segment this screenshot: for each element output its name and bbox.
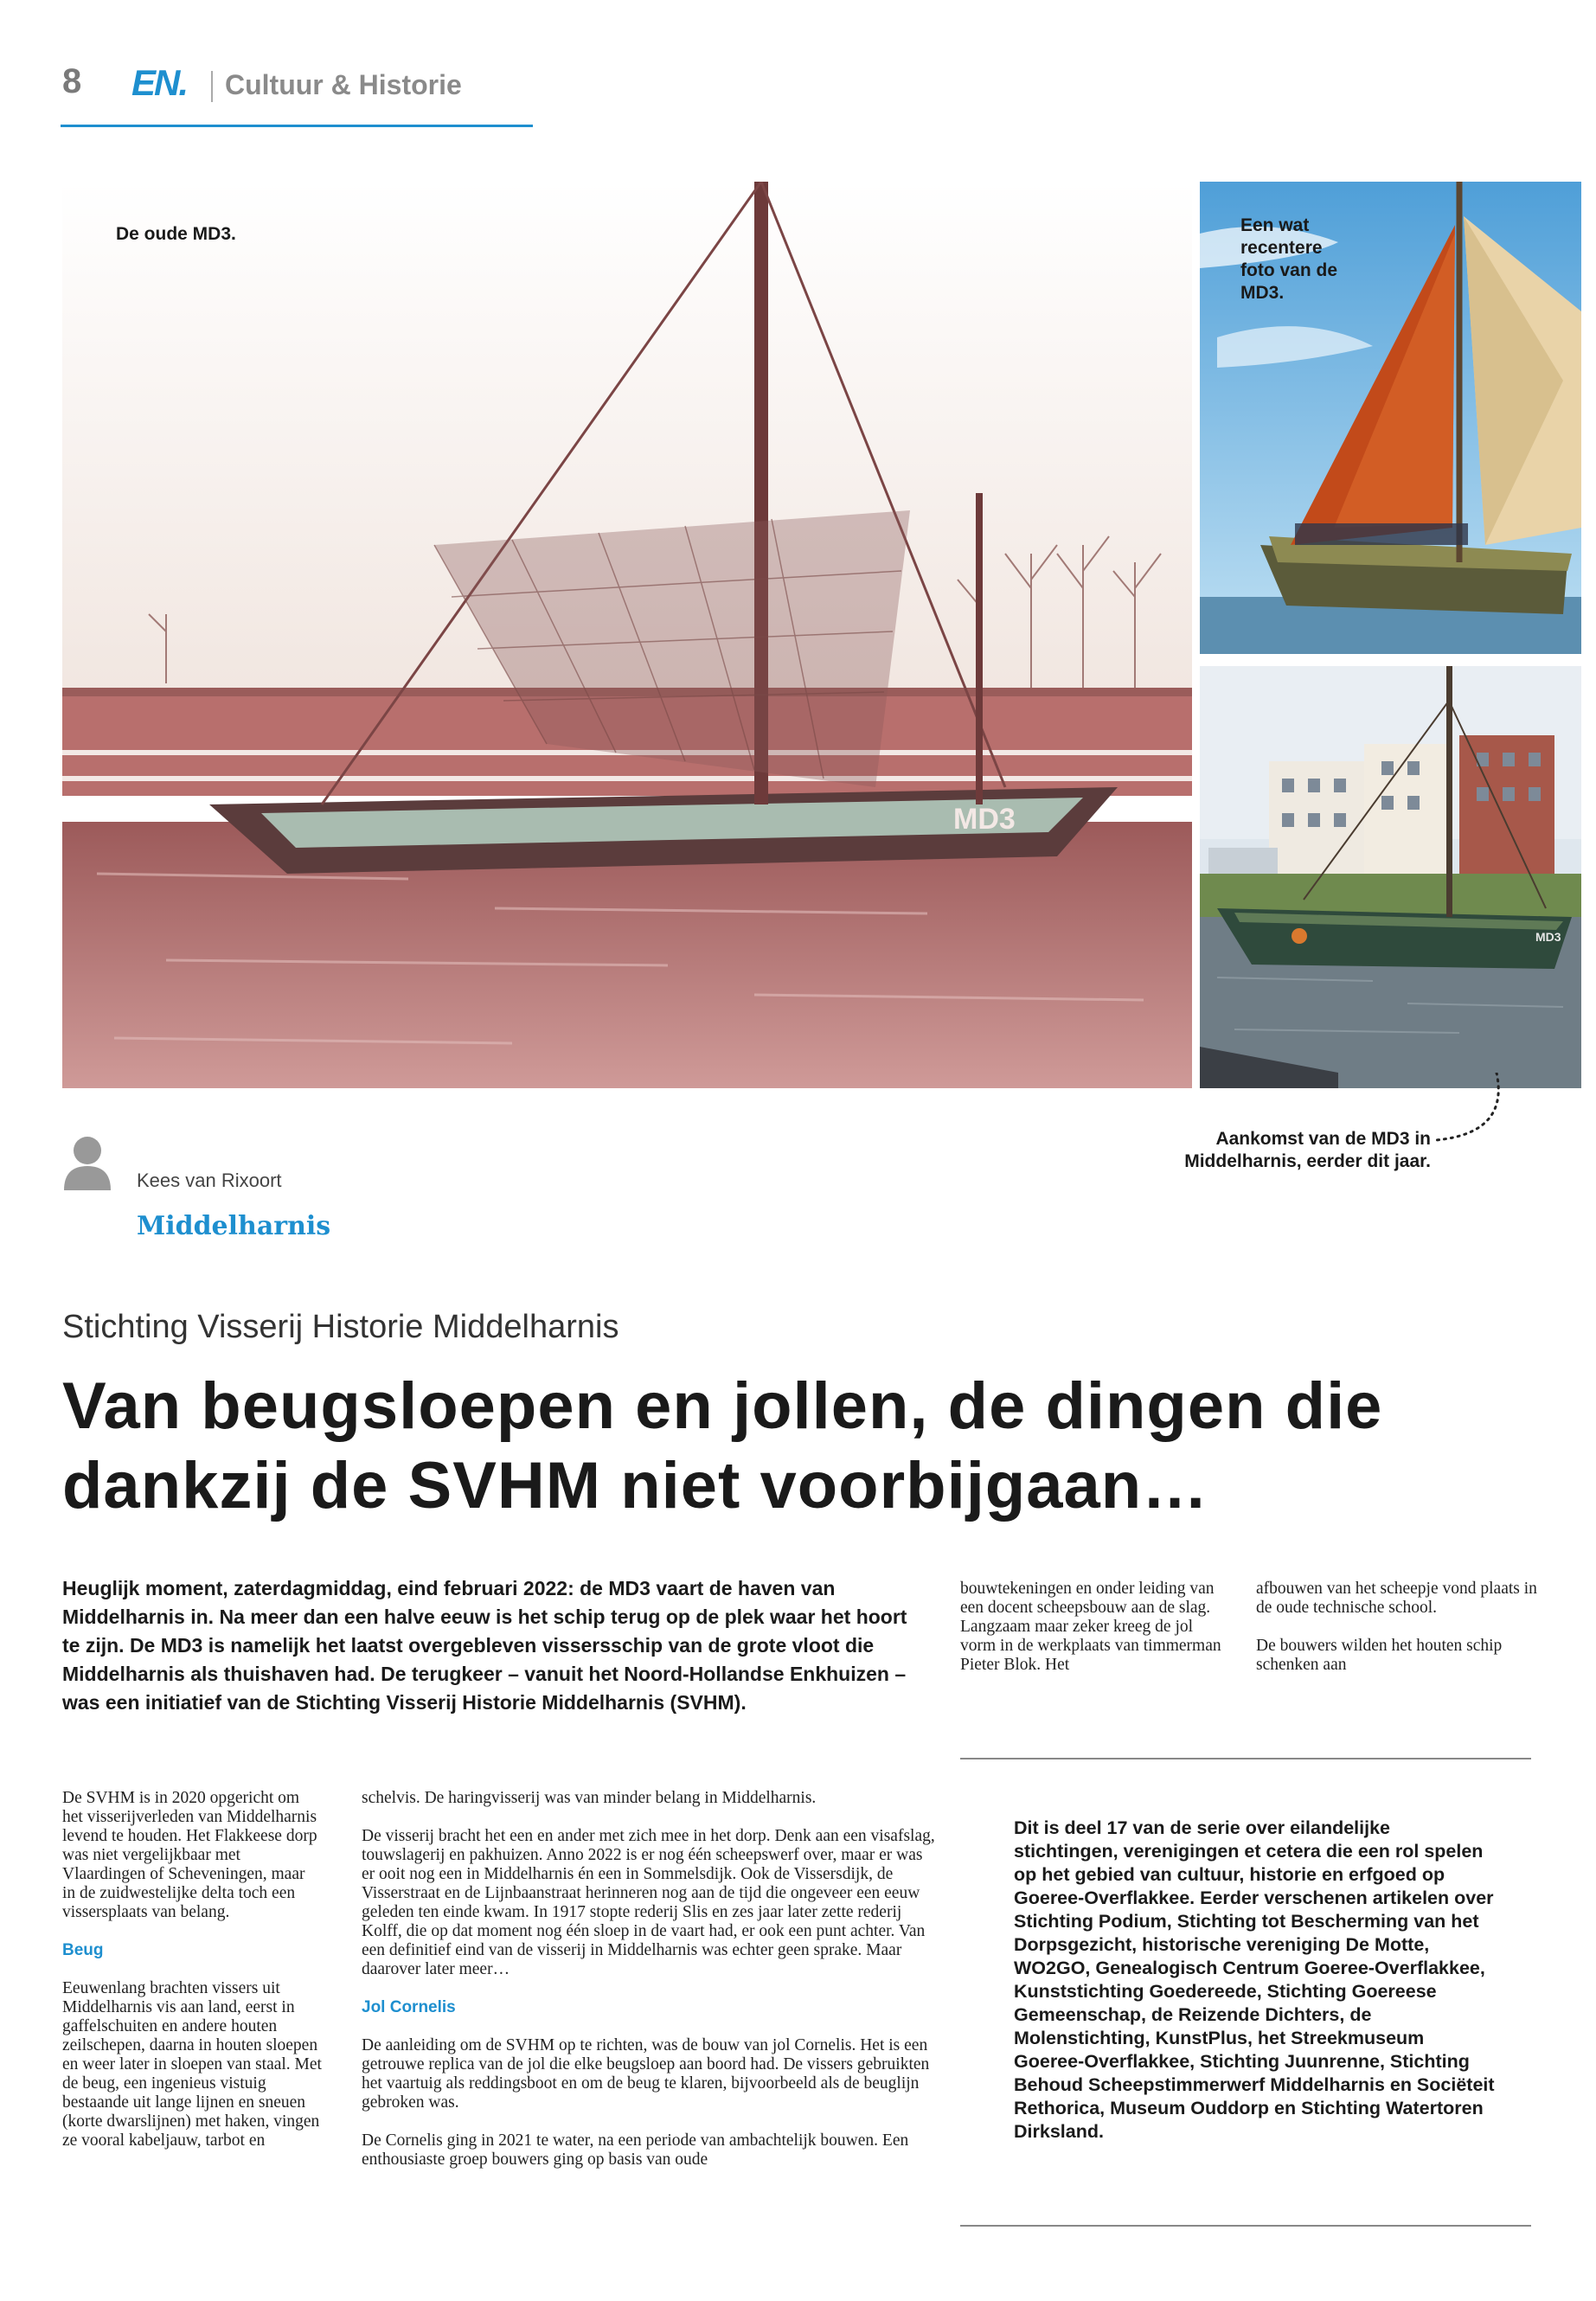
- article-kicker: Stichting Visserij Historie Middelharnis: [62, 1309, 619, 1345]
- box-bottom-rule: [960, 2225, 1531, 2227]
- publication-logo: EN.: [131, 62, 188, 103]
- body-paragraph: schelvis. De haringvisserij was van minder belang in Middelharnis.: [362, 1789, 817, 1807]
- article-lead: Heuglijk moment, zaterdagmiddag, eind februari 2022: de MD3 vaart de haven van Middelharnis in. Na meer dan een halve eeuw is het schip terug op de plek waar het hoort te zijn. De MD3 is namelijk het laatst overgebleven vissersschip van de grote vloot die Middelharnis als thuishaven had. De terugkeer – vanuit het Noord-Hollandse Enkhuizen – was een initiatief van de Stichting Visserij Historie Middelharnis (SVHM).: [62, 1577, 907, 1714]
- page-number: 8: [62, 62, 82, 100]
- body-paragraph: De SVHM is in 2020 opgericht om het visserijverleden van Middelharnis levend te houden. Het Flakkeese dorp was niet vergelijkbaar met Vlaardingen of Scheveningen, maar in de zuidwestelijke delta toch een vissersplaats van belang.: [62, 1789, 317, 1921]
- right-col2-paragraph-1: afbouwen van het scheepje vond plaats in de oude technische school.: [1256, 1580, 1537, 1617]
- body-paragraph: De aanleiding om de SVHM op te richten, was de bouw van jol Cornelis. Het is een getrouwe replica van de jol die elke beugsloep aan boord had. De vissers gebruikten het vaartuig als reddingsboot en om de beug te klaren, bijvoorbeeld als de beuglijn gebroken was.: [362, 2036, 930, 2112]
- recent-photo-caption: Een wat recentere foto van de MD3.: [1240, 215, 1338, 303]
- caption-pointer-dots: [1427, 1073, 1505, 1159]
- article-headline: Van beugsloepen en jollen, de dingen die dankzij de SVHM niet voorbijgaan…: [62, 1369, 1383, 1522]
- header-rule: [61, 125, 533, 127]
- body-paragraph: De visserij bracht het een en ander met zich mee in het dorp. Denk aan een visafslag, touwslagerij en pakhuizen. Anno 2022 is er nog één scheepswerf over, maar er was er ooit nog een in Middelharnis én een in Sommelsdijk. Ook de Vissersdijk, de Visserstraat en de Lijnbaanstraat herinneren nog aan de tijd die ongeveer een eeuw geleden ten einde kwam. In 1917 stopte rederij Slis en zes jaar later zette rederij Kolff, die op dat moment nog één sloep in de vaart had, er ook een punt achter. Van een definitief eind van de visserij in Middelharnis was echter geen sprake. Maar daarover later meer…: [362, 1827, 935, 1978]
- old-md3-photo: [62, 182, 1192, 1088]
- right-col2-paragraph-2: De bouwers wilden het houten schip schenken aan: [1256, 1637, 1503, 1674]
- body-column-1: [62, 1789, 322, 2170]
- body-column-2: [362, 1789, 936, 2189]
- right-column-1: [960, 1580, 1230, 1694]
- right-column-2: [1256, 1580, 1542, 1694]
- arrival-photo: [1200, 666, 1581, 1088]
- box-top-rule: [960, 1758, 1531, 1759]
- old-photo-caption: De oude MD3.: [116, 224, 236, 244]
- location-label: Middelharnis: [137, 1211, 331, 1241]
- person-icon: [62, 1133, 112, 1190]
- subheading-beug: Beug: [62, 1941, 104, 1959]
- series-info-box: Dit is deel 17 van de serie over eilandelijke stichtingen, verenigingen et cetera die een rol spelen op het gebied van cultuur, historie en erfgoed op Goeree-Overflakkee. Eerder verschenen artikelen over Stichting Podium, Stichting tot Bescherming van het Dorpsgezicht, historische vereniging De Motte, WO2GO, Genealogisch Centrum Goeree-Overflakkee, Kunststichting Goedereede, Stichting Goereese Gemeenschap, de Reizende Dichters, de Molenstichting, KunstPlus, het Streekmuseum Goeree-Overflakkee, Stichting Juunrenne, Stichting Behoud Scheepstimmerwerf Middelharnis en Sociëteit Rethorica, Museum Ouddorp en Stichting Watertoren Dirksland.: [1014, 1817, 1495, 2142]
- subheading-jol-cornelis: Jol Cornelis: [362, 1998, 456, 2016]
- arrival-photo-caption: Aankomst van de MD3 in Middelharnis, eerder dit jaar.: [1184, 1129, 1431, 1171]
- old-photo-boat-label: MD3: [953, 803, 1016, 836]
- body-paragraph: Eeuwenlang brachten vissers uit Middelharnis vis aan land, eerst in gaffelschuiten en andere houten zeilschepen, daarna in houten sloepen en weer later in sloepen van staal. Met de beug, een ingenieus vistuig bestaande uit lange lijnen en sneuen (korte dwarslijnen) met haken, vingen ze vooral kabeljauw, tarbot en: [62, 1979, 322, 2150]
- arrival-photo-boat-label: MD3: [1535, 930, 1561, 944]
- header-separator: [211, 71, 213, 102]
- body-paragraph: De Cornelis ging in 2021 te water, na een periode van ambachtelijk bouwen. Een enthousiaste groep bouwers ging op basis van oude: [362, 2131, 909, 2169]
- right-col1-paragraph: bouwtekeningen en onder leiding van een docent scheepsbouw aan de slag. Langzaam maar zeker kreeg de jol vorm in de werkplaats van timmerman Pieter Blok. Het: [960, 1580, 1221, 1674]
- section-title: Cultuur & Historie: [225, 69, 462, 100]
- author-name: Kees van Rixoort: [137, 1170, 282, 1191]
